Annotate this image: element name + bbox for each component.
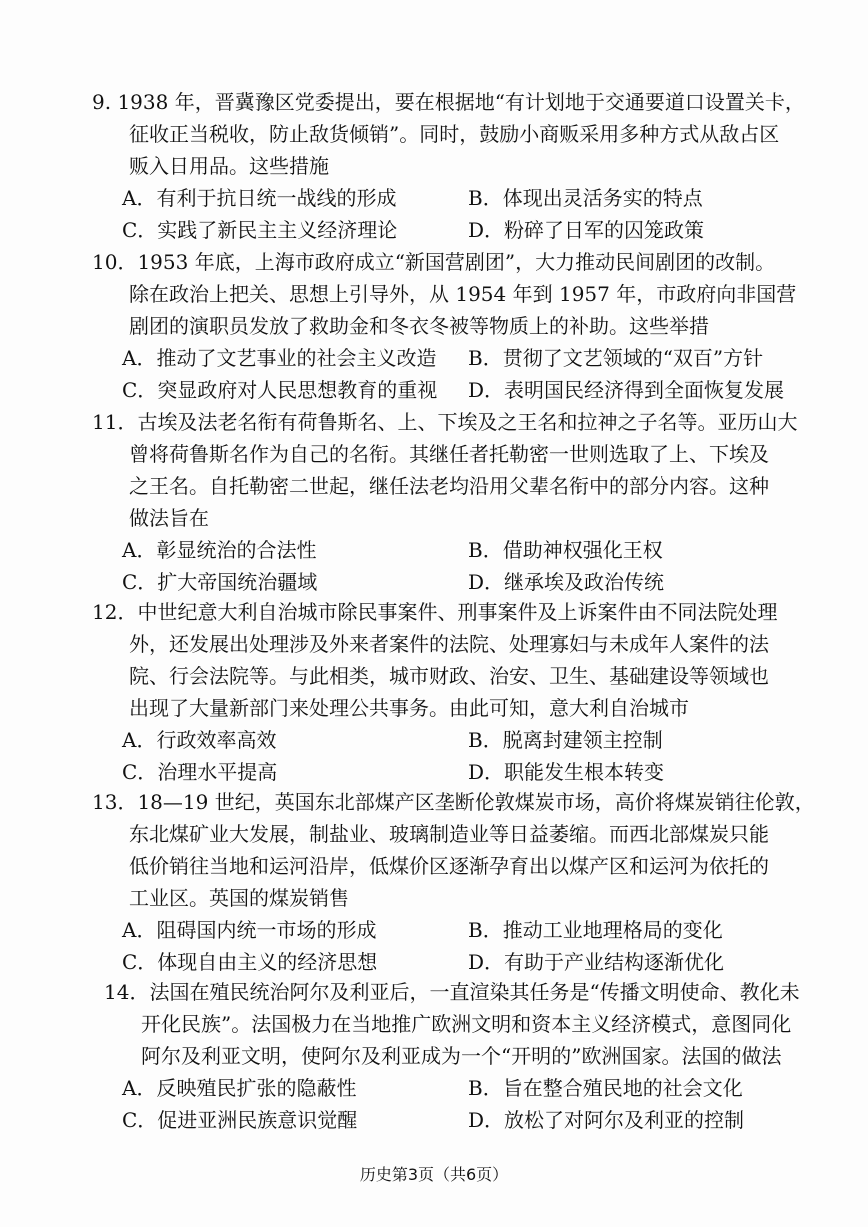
option-d: D．职能发生根本转变	[468, 760, 665, 784]
question-10-line-2: 除在政治上把关、思想上引导外，从 1954 年到 1957 年，市政府向非国营	[129, 282, 797, 306]
question-9-line-1: 9. 1938 年，晋冀豫区党委提出，要在根据地“有计划地于交通要道口设置关卡，	[92, 90, 805, 114]
question-11-line-2: 曾将荷鲁斯名作为自己的名衔。其继任者托勒密一世则选取了上、下埃及	[129, 442, 769, 466]
option-c: C．扩大帝国统治疆域	[122, 570, 318, 594]
question-9-line-3: 贩入日用品。这些措施	[129, 154, 329, 178]
option-b: B．旨在整合殖民地的社会文化	[468, 1076, 743, 1100]
question-14	[104, 976, 804, 1136]
option-c: C．突显政府对人民思想教育的重视	[122, 378, 438, 402]
question-12-options	[92, 724, 792, 788]
option-c: C．实践了新民主主义经济理论	[122, 218, 398, 242]
question-10-line-1: 10．1953 年底，上海市政府成立“新国营剧团”，大力推动民间剧团的改制。	[92, 250, 776, 274]
question-13-options	[92, 914, 792, 978]
question-14-line-2: 开化民族”。法国极力在当地推广欧洲文明和资本主义经济模式，意图同化	[141, 1012, 792, 1036]
question-11-line-3: 之王名。自托勒密二世起，继任法老均沿用父辈名衔中的部分内容。这种	[129, 474, 769, 498]
option-c: C．体现自由主义的经济思想	[122, 950, 378, 974]
question-9-line-2: 征收正当税收，防止敌货倾销”。同时，鼓励小商贩采用多种方式从敌占区	[129, 122, 780, 146]
question-9	[92, 86, 805, 246]
question-9-options	[92, 182, 792, 246]
question-12-line-2: 外，还发展出处理涉及外来者案件的法院、处理寡妇与未成年人案件的法	[129, 632, 769, 656]
question-13	[92, 786, 815, 978]
option-d: D．放松了对阿尔及利亚的控制	[468, 1108, 745, 1132]
question-12-line-1: 12．中世纪意大利自治城市除民事案件、刑事案件及上诉案件由不同法院处理	[92, 600, 778, 624]
question-10-options	[92, 342, 792, 406]
question-14-options	[104, 1072, 804, 1136]
question-11-options	[92, 534, 792, 598]
option-d: D．表明国民经济得到全面恢复发展	[468, 378, 785, 402]
option-c: C．治理水平提高	[122, 760, 278, 784]
question-12-line-4: 出现了大量新部门来处理公共事务。由此可知，意大利自治城市	[129, 696, 689, 720]
question-13-line-3: 低价销往当地和运河沿岸，低煤价区逐渐孕育出以煤产区和运河为依托的	[129, 854, 769, 878]
question-10	[92, 246, 797, 406]
option-a: A．行政效率高效	[122, 728, 277, 752]
question-11	[92, 406, 798, 598]
question-10-line-3: 剧团的演职员发放了救助金和冬衣冬被等物质上的补助。这些举措	[129, 314, 709, 338]
option-a: A．阻碍国内统一市场的形成	[122, 918, 377, 942]
question-14-line-3: 阿尔及利亚文明，使阿尔及利亚成为一个“开明的”欧洲国家。法国的做法	[141, 1044, 782, 1068]
question-11-line-4: 做法旨在	[129, 506, 209, 530]
option-d: D．粉碎了日军的囚笼政策	[468, 218, 705, 242]
question-13-line-2: 东北煤矿业大发展，制盐业、玻璃制造业等日益萎缩。而西北部煤炭只能	[129, 822, 769, 846]
option-c: C．促进亚洲民族意识觉醒	[122, 1108, 358, 1132]
option-d: D．继承埃及政治传统	[468, 570, 665, 594]
question-13-line-1: 13．18—19 世纪，英国东北部煤产区垄断伦敦煤炭市场，高价将煤炭销往伦敦，	[92, 790, 815, 814]
option-b: B．推动工业地理格局的变化	[468, 918, 723, 942]
question-12	[92, 596, 792, 788]
option-a: A．反映殖民扩张的隐蔽性	[122, 1076, 357, 1100]
option-b: B．借助神权强化王权	[468, 538, 663, 562]
question-13-line-4: 工业区。英国的煤炭销售	[129, 886, 349, 910]
option-a: A．彰显统治的合法性	[122, 538, 317, 562]
question-12-line-3: 院、行会法院等。与此相类，城市财政、治安、卫生、基础建设等领域也	[129, 664, 769, 688]
question-11-line-1: 11．古埃及法老名衔有荷鲁斯名、上、下埃及之王名和拉神之子名等。亚历山大	[92, 410, 798, 434]
option-a: A．有利于抗日统一战线的形成	[122, 186, 397, 210]
option-b: B．贯彻了文艺领域的“双百”方针	[468, 346, 764, 370]
page-footer: 历史第3页（共6页）	[359, 1165, 509, 1184]
option-d: D．有助于产业结构逐渐优化	[468, 950, 725, 974]
option-b: B．脱离封建领主控制	[468, 728, 663, 752]
option-b: B．体现出灵活务实的特点	[468, 186, 703, 210]
question-14-line-1: 14．法国在殖民统治阿尔及利亚后，一直渲染其任务是“传播文明使命、教化未	[104, 980, 800, 1004]
option-a: A．推动了文艺事业的社会主义改造	[122, 346, 437, 370]
